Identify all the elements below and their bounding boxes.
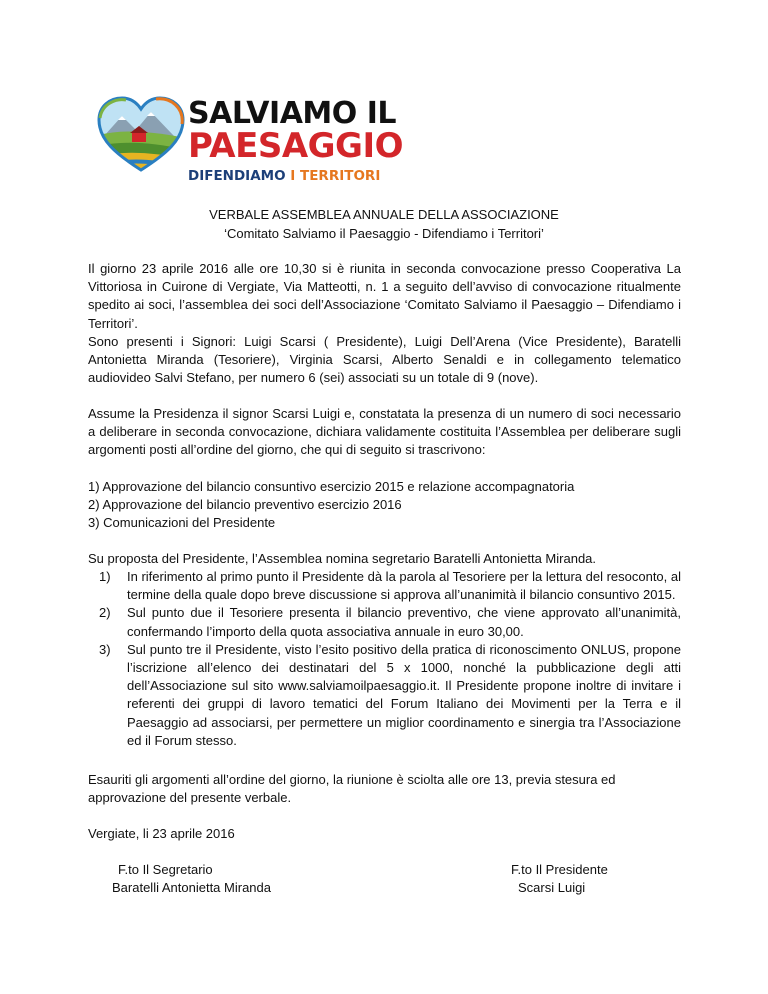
proceedings-item xyxy=(88,604,681,640)
attendees-paragraph: Sono presenti i Signori: Luigi Scarsi ( Presidente), Luigi Dell’Arena (Vice Presidente), Baratelli Antonietta Miranda (Tesoriere), Virginia Scarsi, Alberto Senaldi e in collegamento telematico audiovideo Salvi Stefano, per numero 6 (sei) associati su un totale di 9 (nove). xyxy=(88,334,681,386)
agenda-intro: Assume la Presidenza il signor Scarsi Luigi e, constatata la presenza di un numero di soci necessario a deliberare in seconda convocazione, dichiara validamente costituita l’Assemblea per deliberare sugli argomenti posti all’ordine del giorno, che qui di seguito si trascrivono: xyxy=(88,406,681,458)
president-signature-name: Scarsi Luigi xyxy=(518,880,586,895)
secretary-signature-name: Baratelli Antonietta Miranda xyxy=(112,880,271,895)
item-number: 2) xyxy=(99,605,111,621)
place-date: Vergiate, li 23 aprile 2016 xyxy=(88,826,235,841)
logo-title-line1: SALVIAMO IL xyxy=(188,96,396,131)
secretary-appointment: Su proposta del Presidente, l’Assemblea nomina segretario Baratelli Antonietta Miranda. xyxy=(88,551,597,566)
item-number: 3) xyxy=(99,641,111,657)
logo-title-line2: PAESAGGIO xyxy=(188,126,404,166)
agenda-list xyxy=(88,478,681,533)
secretary-signature-title: F.to Il Segretario xyxy=(118,862,213,877)
closing-line: Esauriti gli argomenti all’ordine del giorno, la riunione è sciolta alle ore 13, previa stesura ed xyxy=(88,772,616,787)
document-subtitle: ‘Comitato Salviamo il Paesaggio - Difendiamo i Territori’ xyxy=(224,226,544,241)
logo-tagline-a: DIFENDIAMO xyxy=(188,168,286,184)
closing-paragraph xyxy=(88,771,681,807)
proceedings-item xyxy=(88,641,681,750)
item-text: Sul punto due il Tesoriere presenta il bilancio preventivo, che viene approvato all’unanimità, confermando l’importo della quota associativa annuale in euro 30,00. xyxy=(127,605,681,639)
agenda-item: 1) Approvazione del bilancio consuntivo esercizio 2015 e relazione accompagnatoria xyxy=(88,479,575,494)
agenda-item: 2) Approvazione del bilancio preventivo esercizio 2016 xyxy=(88,497,402,513)
item-text: In riferimento al primo punto il Presidente dà la parola al Tesoriere per la lettura del resoconto, al termine della quale dopo breve discussione si approva all’unanimità il bilancio consuntivo 2015. xyxy=(127,569,682,603)
closing-line: approvazione del presente verbale. xyxy=(88,790,292,806)
logo xyxy=(96,96,404,186)
proceedings-list xyxy=(88,568,681,750)
intro-paragraph: Il giorno 23 aprile 2016 alle ore 10,30 si è riunita in seconda convocazione presso Cooperativa La Vittoriosa in Cuirone di Vergiate, Via Matteotti, n. 1 a seguito dell’avviso di convocazione ritualmente spedito ai soci, l’assemblea dei soci dell’Associazione ‘Comitato Salviamo il Paesaggio – Difendiamo i Territori’. xyxy=(88,261,681,331)
agenda-item: 3) Comunicazioni del Presidente xyxy=(88,515,276,531)
proceedings-item xyxy=(88,568,681,604)
president-signature-title: F.to Il Presidente xyxy=(511,862,608,877)
logo-tagline xyxy=(188,169,380,183)
heart-landscape-icon xyxy=(96,96,186,174)
item-number: 1) xyxy=(99,569,111,584)
document-title: VERBALE ASSEMBLEA ANNUALE DELLA ASSOCIAZIONE xyxy=(209,207,559,222)
logo-tagline-b: I TERRITORI xyxy=(290,168,381,184)
item-text: Sul punto tre il Presidente, visto l’esito positivo della pratica di riconoscimento ONLUS, propone l’iscrizione all’elenco dei destinatari del 5 x 1000, nonché la pubblicazione degli atti dell’Associazione sul sito www.salviamoilpaesaggio.it. Il Presidente propone inoltre di invitare i referenti dei gruppi di lavoro tematici del Forum Italiano dei Movimenti per la Terra e il Paesaggio ad associarsi, per permettere un miglior coordinamento e sinergia tra l’Associazione ed il Forum stesso. xyxy=(127,641,681,748)
